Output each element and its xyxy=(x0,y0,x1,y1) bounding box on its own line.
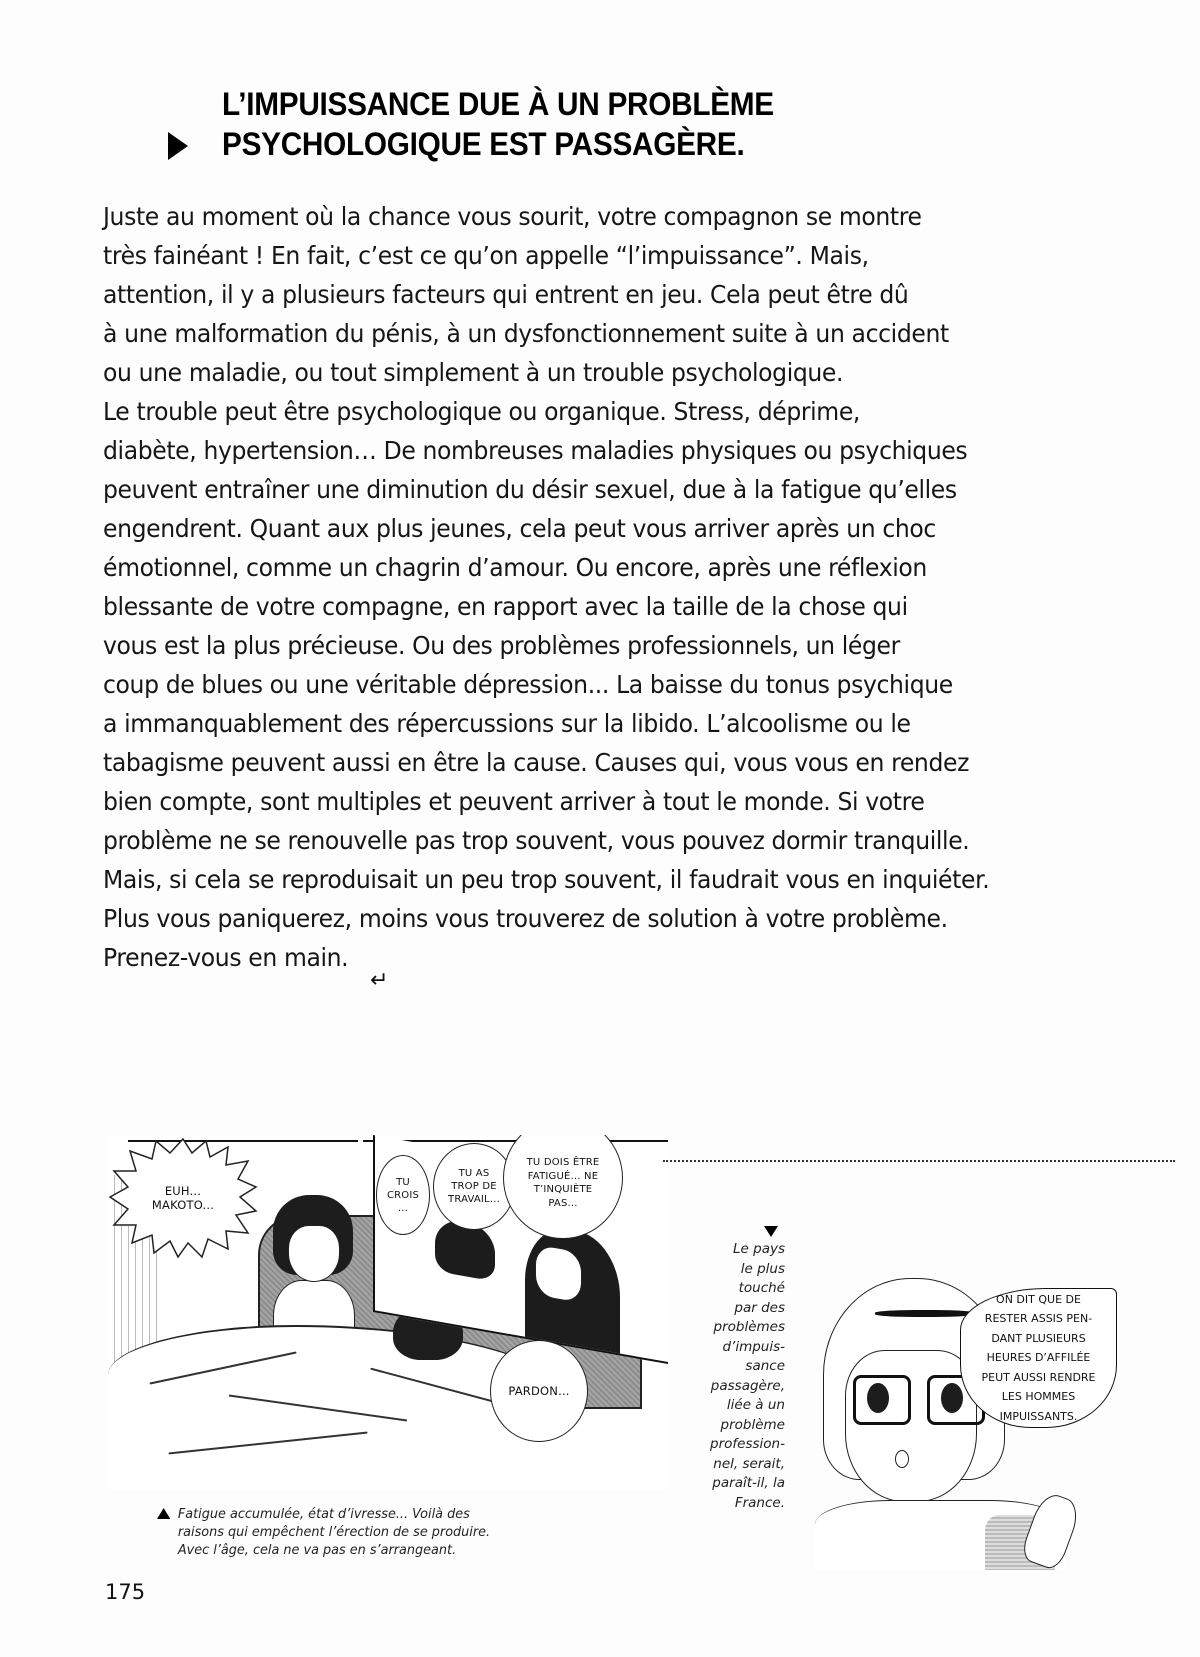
up-triangle-icon xyxy=(157,1508,170,1519)
body-line: Mais, si cela se reproduisait un peu trop souvent, il faudrait vous en inquiéter. xyxy=(103,865,990,894)
image-caption-left xyxy=(157,1505,490,1559)
blanket-fold xyxy=(149,1351,296,1384)
blanket-fold xyxy=(168,1432,367,1454)
girl-mouth xyxy=(895,1450,909,1468)
speech-line: EUH... xyxy=(164,1183,202,1198)
right-triangle-icon xyxy=(168,132,188,160)
speech-bubble-euh xyxy=(108,1135,258,1260)
speech-bubble-pardon xyxy=(490,1340,588,1442)
speech-text xyxy=(981,1290,1095,1427)
body-line: coup de blues ou une véritable dépression... La baisse du tonus psychique xyxy=(103,670,953,699)
speech-line: TRAVAIL... xyxy=(448,1194,500,1205)
body-line: blessante de votre compagne, en rapport avec la taille de la chose qui xyxy=(103,592,908,621)
speech-line: ... xyxy=(397,1202,409,1214)
body-line: à une malformation du pénis, à un dysfonctionnement suite à un accident xyxy=(103,319,949,348)
speech-bubble-tu-crois xyxy=(376,1155,430,1235)
body-line: vous est la plus précieuse. Ou des problèmes professionnels, un léger xyxy=(103,631,900,660)
heading-line-1: L’IMPUISSANCE DUE À UN PROBLÈME xyxy=(222,86,774,122)
side-note-line: Le pays xyxy=(733,1241,785,1257)
speech-line: HEURES D’AFFILÉE xyxy=(986,1351,1091,1365)
speech-text xyxy=(527,1146,600,1210)
body-line: Prenez-vous en main. xyxy=(103,943,349,972)
side-note-line: problèmes xyxy=(713,1319,785,1335)
speech-text xyxy=(387,1176,419,1215)
speech-text xyxy=(448,1167,500,1206)
body-line: attention, il y a plusieurs facteurs qui entrent en jeu. Cela peut être dû xyxy=(103,280,909,309)
side-note-line: problème xyxy=(720,1416,785,1433)
page-number: 175 xyxy=(105,1580,146,1604)
body-paragraph xyxy=(103,197,1103,977)
speech-bubble-on-dit xyxy=(960,1288,1117,1428)
body-line: engendrent. Quant aux plus jeunes, cela peut vous arriver après un choc xyxy=(103,514,936,543)
side-note-line: passagère, xyxy=(710,1377,785,1394)
speech-line: TU AS xyxy=(458,1168,490,1179)
girl-hand xyxy=(1019,1490,1083,1570)
body-line: a immanquablement des répercussions sur la libido. L’alcoolisme ou le xyxy=(103,709,911,738)
body-line: émotionnel, comme un chagrin d’amour. Ou encore, après une réflexion xyxy=(103,553,927,582)
speech-line: DANT PLUSIEURS xyxy=(991,1331,1086,1345)
body-line: bien compte, sont multiples et peuvent arriver à tout le monde. Si votre xyxy=(103,787,925,816)
speech-line: IMPUISSANTS. xyxy=(999,1409,1078,1423)
body-line: problème ne se renouvelle pas trop souvent, vous pouvez dormir tranquille. xyxy=(103,826,970,855)
side-note-line: par des xyxy=(734,1299,785,1316)
speech-line: TU xyxy=(396,1176,410,1188)
speech-text xyxy=(152,1184,214,1212)
heading-line-2: PSYCHOLOGIQUE EST PASSAGÈRE. xyxy=(222,126,745,162)
girl-eye-left xyxy=(867,1383,889,1413)
body-line: Le trouble peut être psychologique ou organique. Stress, déprime, xyxy=(103,397,861,426)
speech-line: LES HOMMES xyxy=(1001,1390,1076,1404)
return-arrow-icon: ↵ xyxy=(370,968,389,993)
speech-line: PAS... xyxy=(548,1197,578,1209)
speech-line: ON DIT QUE DE xyxy=(996,1292,1081,1306)
body-line: tabagisme peuvent aussi en être la cause. Causes qui, vous vous en rendez xyxy=(103,748,970,777)
down-triangle-icon xyxy=(764,1226,778,1237)
blanket-fold xyxy=(229,1394,407,1421)
side-note-line: France. xyxy=(734,1494,785,1511)
speech-line: T’INQUIÈTE xyxy=(533,1184,593,1195)
speech-line: RESTER ASSIS PEN- xyxy=(984,1312,1093,1326)
side-note-line: liée à un xyxy=(726,1397,785,1413)
speech-line: FATIGUÉ... NE xyxy=(527,1170,599,1182)
side-note-line: d’impuis- xyxy=(722,1338,785,1355)
caption-line: Avec l’âge, cela ne va pas en s’arrangeant. xyxy=(177,1542,457,1558)
body-line: ou une maladie, ou tout simplement à un trouble psychologique. xyxy=(103,358,844,387)
side-note-line: sance xyxy=(745,1358,785,1374)
side-note-line: paraît-il, la xyxy=(712,1475,785,1491)
section-heading xyxy=(222,84,774,164)
speech-line: CROIS xyxy=(386,1189,420,1201)
girl-face xyxy=(845,1350,977,1502)
dotted-divider xyxy=(663,1160,1175,1162)
side-note-line: profession- xyxy=(710,1436,785,1452)
speech-line: TU DOIS ÊTRE xyxy=(526,1157,600,1168)
speech-line: TROP DE xyxy=(451,1181,497,1192)
speech-text: PARDON... xyxy=(508,1384,570,1398)
caption-line xyxy=(157,1505,490,1523)
body-line: Plus vous paniquerez, moins vous trouverez de solution à votre problème. xyxy=(103,904,948,933)
girl-headband xyxy=(875,1310,975,1317)
body-line: diabète, hypertension… De nombreuses maladies physiques ou psychiques xyxy=(103,436,968,465)
speech-line: MAKOTO... xyxy=(151,1197,215,1212)
manga-panel-bedroom xyxy=(108,1135,668,1490)
side-note-line: nel, serait, xyxy=(713,1455,785,1472)
caption-text: Fatigue accumulée, état d’ivresse... Voilà des xyxy=(177,1506,470,1522)
body-line: Juste au moment où la chance vous sourit, votre compagnon se montre xyxy=(103,202,922,231)
girl-eye-right xyxy=(941,1383,963,1413)
speech-line: PEUT AUSSI RENDRE xyxy=(981,1370,1096,1384)
body-line: très fainéant ! En fait, c’est ce qu’on appelle “l’impuissance”. Mais, xyxy=(103,241,869,270)
body-line: peuvent entraîner une diminution du désir sexuel, due à la fatigue qu’elles xyxy=(103,475,957,504)
side-note-line: touché xyxy=(738,1280,785,1296)
side-note-line: le plus xyxy=(740,1260,785,1277)
woman-face xyxy=(288,1225,340,1282)
side-note-caption xyxy=(660,1240,785,1513)
caption-line: raisons qui empêchent l’érection de se produire. xyxy=(177,1524,491,1540)
